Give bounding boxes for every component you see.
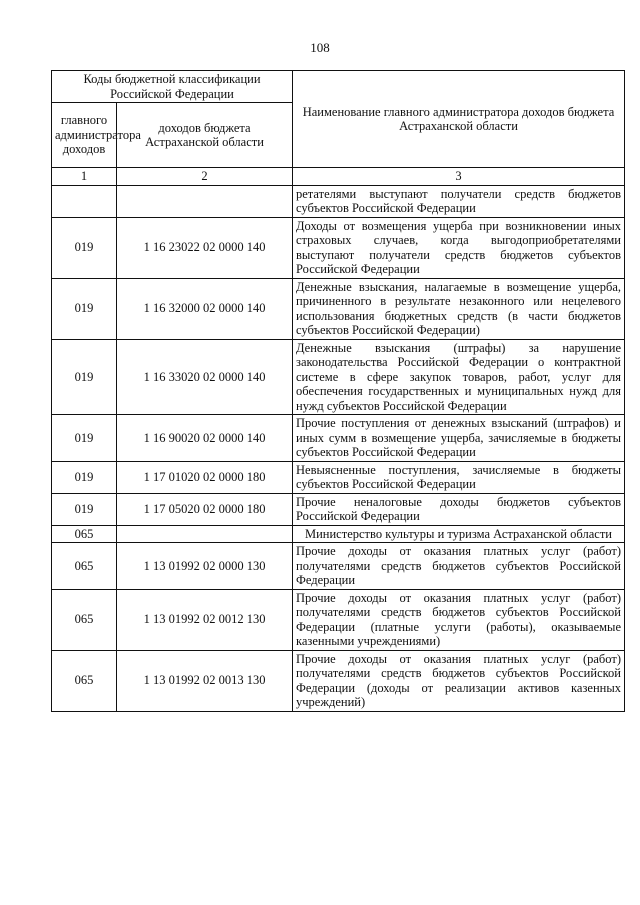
admin-code: 019 (52, 278, 117, 339)
income-code: 1 17 01020 02 0000 180 (117, 461, 293, 493)
income-name: Прочие поступления от денежных взысканий (штрафов) и иных сумм в возмещение ущерба, зачисляемые в бюджеты субъектов Российской Федерации (293, 415, 625, 462)
admin-code: 019 (52, 415, 117, 462)
income-name: Денежные взыскания, налагаемые в возмещение ущерба, причиненного в результате незаконного или нецелевого использования бюджетных средств (в части бюджетов субъектов Российской Федерации) (293, 278, 625, 339)
admin-code: 019 (52, 217, 117, 278)
page-number: 108 (310, 40, 330, 55)
header-group-title: Коды бюджетной классификации Российской Федерации (52, 71, 293, 103)
admin-code: 019 (52, 461, 117, 493)
income-code: 1 13 01992 02 0000 130 (117, 543, 293, 590)
table-row (52, 217, 625, 278)
income-name: ретателями выступают получатели средств бюджетов субъектов Российской Федерации (293, 185, 625, 217)
income-name: Невыясненные поступления, зачисляемые в бюджеты субъектов Российской Федерации (293, 461, 625, 493)
admin-code: 065 (52, 589, 117, 650)
table-row (52, 415, 625, 462)
table-row (52, 543, 625, 590)
income-code: 1 16 23022 02 0000 140 (117, 217, 293, 278)
income-code: 1 16 32000 02 0000 140 (117, 278, 293, 339)
income-code: 1 13 01992 02 0013 130 (117, 650, 293, 711)
income-name: Прочие неналоговые доходы бюджетов субъектов Российской Федерации (293, 493, 625, 525)
income-code (117, 185, 293, 217)
income-name: Денежные взыскания (штрафы) за нарушение законодательства Российской Федерации о контрактной системе в сфере закупок товаров, работ, услуг для обеспечения государственных и муниципальных нужд для нужд субъектов Российской Федерации (293, 339, 625, 415)
table-row-ministry (52, 525, 625, 543)
column-number-1: 1 (52, 168, 117, 186)
table-row (52, 339, 625, 415)
table-row (52, 185, 625, 217)
table-row (52, 650, 625, 711)
table-row (52, 493, 625, 525)
ministry-name: Министерство культуры и туризма Астраханской области (293, 525, 625, 543)
income-name: Доходы от возмещения ущерба при возникновении иных страховых случаев, когда выгодоприобретателями выступают получатели средств бюджетов субъектов Российской Федерации (293, 217, 625, 278)
table-row (52, 461, 625, 493)
income-name: Прочие доходы от оказания платных услуг (работ) получателями средств бюджетов субъектов Российской Федерации (доходы от реализации активов казенных учреждений) (293, 650, 625, 711)
admin-code (52, 185, 117, 217)
column-number-3: 3 (293, 168, 625, 186)
income-code (117, 525, 293, 543)
table-row (52, 278, 625, 339)
header-admin-column: главного администратора доходов (52, 103, 117, 168)
income-name: Прочие доходы от оказания платных услуг (работ) получателями средств бюджетов субъектов Российской Федерации (293, 543, 625, 590)
income-code: 1 13 01992 02 0012 130 (117, 589, 293, 650)
income-code: 1 17 05020 02 0000 180 (117, 493, 293, 525)
admin-code: 065 (52, 525, 117, 543)
income-code: 1 16 90020 02 0000 140 (117, 415, 293, 462)
income-name: Прочие доходы от оказания платных услуг (работ) получателями средств бюджетов субъектов Российской Федерации (платные услуги (работы), оказываемые казенными учреждениями) (293, 589, 625, 650)
header-code-column: доходов бюджета Астраханской области (117, 103, 293, 168)
budget-classification-table (51, 70, 625, 712)
income-code: 1 16 33020 02 0000 140 (117, 339, 293, 415)
admin-code: 065 (52, 543, 117, 590)
column-number-2: 2 (117, 168, 293, 186)
table-row (52, 589, 625, 650)
admin-code: 019 (52, 493, 117, 525)
admin-code: 019 (52, 339, 117, 415)
admin-code: 065 (52, 650, 117, 711)
header-name-column: Наименование главного администратора доходов бюджета Астраханской области (293, 71, 625, 168)
